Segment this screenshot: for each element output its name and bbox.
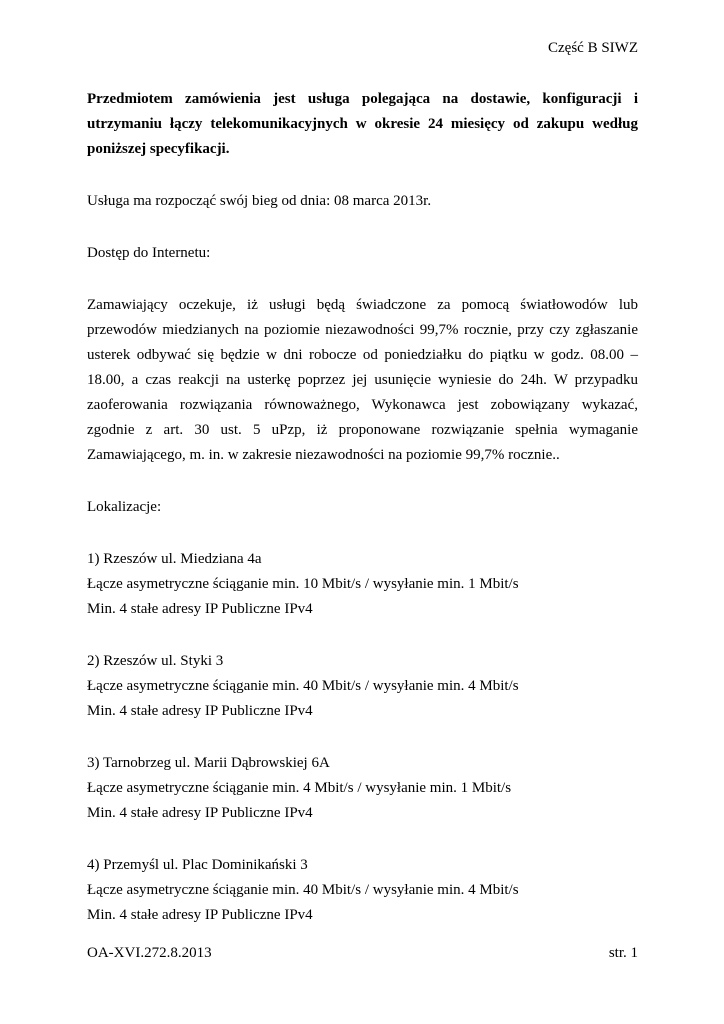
locations-heading: Lokalizacje: — [87, 499, 162, 515]
document-part-header: Część B SIWZ — [548, 40, 638, 56]
location-address: 1) Rzeszów ul. Miedziana 4a — [87, 551, 262, 567]
location-item — [87, 649, 638, 724]
location-link-spec: Łącze asymetryczne ściąganie min. 4 Mbit/s / wysyłanie min. 1 Mbit/s — [87, 780, 512, 796]
location-ip-spec: Min. 4 stałe adresy IP Publiczne IPv4 — [87, 601, 313, 617]
location-address: 2) Rzeszów ul. Styki 3 — [87, 653, 224, 669]
location-item — [87, 751, 638, 826]
footer-reference-number: OA-XVI.272.8.2013 — [87, 945, 212, 961]
subject-of-order: Przedmiotem zamówienia jest usługa polegająca na dostawie, konfiguracji i utrzymaniu łączy telekomunikacyjnych w okresie 24 miesięcy od zakupu według poniższej specyfikacji. — [87, 91, 638, 157]
location-ip-spec: Min. 4 stałe adresy IP Publiczne IPv4 — [87, 703, 313, 719]
location-link-spec: Łącze asymetryczne ściąganie min. 40 Mbit/s / wysyłanie min. 4 Mbit/s — [87, 678, 519, 694]
footer-page-number: str. 1 — [608, 945, 638, 961]
location-item — [87, 547, 638, 622]
location-link-spec: Łącze asymetryczne ściąganie min. 40 Mbit/s / wysyłanie min. 4 Mbit/s — [87, 882, 519, 898]
location-link-spec: Łącze asymetryczne ściąganie min. 10 Mbit/s / wysyłanie min. 1 Mbit/s — [87, 576, 519, 592]
service-start-date: Usługa ma rozpocząć swój bieg od dnia: 08 marca 2013r. — [87, 193, 432, 209]
requirements-paragraph: Zamawiający oczekuje, iż usługi będą świadczone za pomocą światłowodów lub przewodów miedzianych na poziomie niezawodności 99,7% rocznie, przy czy zgłaszanie usterek odbywać się będzie w dni robocze od poniedziałku do piątku w godz. 08.00 – 18.00, a czas reakcji na usterkę poprzez jej usunięcie wyniesie do 24h. W przypadku zaoferowania rozwiązania równoważnego, Wykonawca jest zobowiązany wykazać, zgodnie z art. 30 ust. 5 uPzp, iż proponowane rozwiązanie spełnia wymaganie Zamawiającego, m. in. w zakresie niezawodności na poziomie 99,7% rocznie.. — [87, 297, 638, 463]
location-address: 3) Tarnobrzeg ul. Marii Dąbrowskiej 6A — [87, 755, 330, 771]
internet-access-heading: Dostęp do Internetu: — [87, 245, 211, 261]
location-ip-spec: Min. 4 stałe adresy IP Publiczne IPv4 — [87, 805, 313, 821]
location-ip-spec: Min. 4 stałe adresy IP Publiczne IPv4 — [87, 907, 313, 923]
location-address: 4) Przemyśl ul. Plac Dominikański 3 — [87, 857, 308, 873]
location-item — [87, 853, 638, 928]
document-body — [87, 87, 638, 928]
